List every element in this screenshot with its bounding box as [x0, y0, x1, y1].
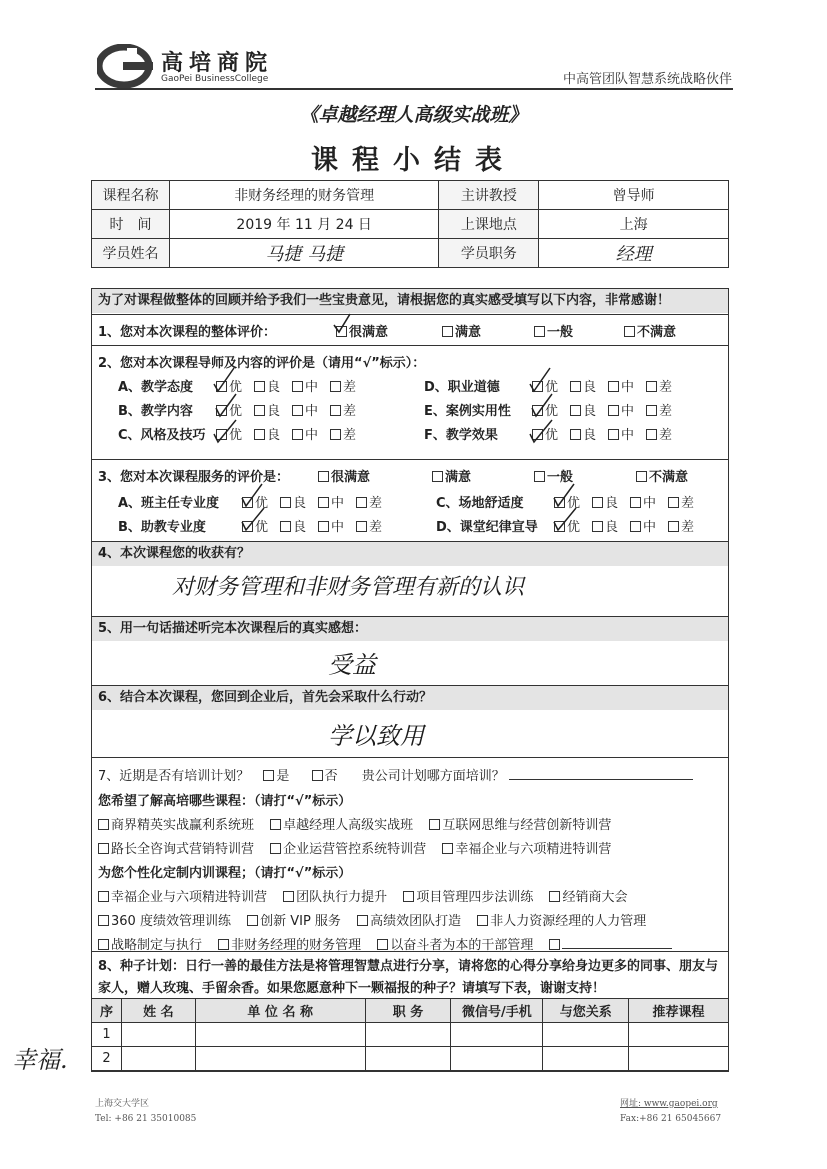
checkbox-icon[interactable]: [592, 521, 603, 532]
course-name-label: 课程名称: [92, 181, 170, 210]
checkbox-icon[interactable]: [98, 891, 109, 902]
program-title: 《卓越经理人高级实战班》: [299, 104, 528, 126]
checkmark-icon: [212, 364, 238, 446]
student-name-handwriting: 马捷 马捷: [265, 244, 344, 265]
footer-address: 上海交大学区: [95, 1099, 150, 1109]
checkbox-checked-icon[interactable]: [318, 471, 329, 482]
q7-section: [92, 757, 728, 951]
checkbox-icon[interactable]: [442, 843, 453, 854]
q7-custom-label: 为您个性化定制内训课程；（请打“√”标示）: [98, 866, 352, 881]
checkbox-icon[interactable]: [270, 843, 281, 854]
checkbox-icon[interactable]: [549, 891, 560, 902]
q4-answer-handwriting[interactable]: 对财务管理和非财务管理有新的认识: [172, 575, 525, 600]
checkbox-icon[interactable]: [624, 326, 635, 337]
time-label: 时 间: [92, 210, 170, 239]
checkbox-icon[interactable]: [630, 521, 641, 532]
form-intro: 为了对课程做整体的回顾并给予我们一些宝贵意见，请根据您的真实感受填写以下内容，非常感谢！: [92, 289, 728, 313]
checkbox-icon[interactable]: [318, 521, 329, 532]
checkbox-icon[interactable]: [377, 939, 388, 950]
q7-plan-input[interactable]: [509, 768, 693, 780]
course-name-value[interactable]: 非财务经理的财务管理: [169, 181, 439, 210]
checkbox-icon[interactable]: [534, 471, 545, 482]
q3-option-3[interactable]: 一般: [534, 466, 573, 485]
checkbox-icon[interactable]: [549, 939, 560, 950]
col-company: 单 位 名 称: [195, 999, 365, 1023]
checkbox-icon[interactable]: [608, 429, 619, 440]
margin-handwriting: 幸福.: [12, 1046, 68, 1074]
checkbox-icon[interactable]: [608, 405, 619, 416]
checkbox-icon[interactable]: [218, 939, 229, 950]
checkbox-icon[interactable]: [356, 521, 367, 532]
q3-item-d: D、课堂纪律宣导 优 良 中 差: [436, 520, 695, 535]
student-name-value[interactable]: [169, 239, 439, 268]
checkbox-icon[interactable]: [98, 939, 109, 950]
referral-table: [91, 998, 729, 1071]
q3-option-1[interactable]: 很满意: [318, 466, 370, 485]
checkbox-icon[interactable]: [247, 915, 258, 926]
checkbox-icon[interactable]: [646, 429, 657, 440]
checkbox-icon[interactable]: [646, 405, 657, 416]
q6-label: 6、结合本次课程，您回到企业后，首先会采取什么行动？: [92, 686, 728, 710]
checkbox-icon[interactable]: [292, 429, 303, 440]
checkbox-icon[interactable]: [668, 497, 679, 508]
table-row: 2: [92, 1047, 729, 1071]
q3-label: 3、您对本次课程服务的评价是：: [98, 470, 290, 485]
checkbox-icon[interactable]: [630, 497, 641, 508]
q3-option-4[interactable]: 不满意: [636, 466, 688, 485]
checkbox-icon[interactable]: [254, 429, 265, 440]
checkbox-icon[interactable]: [280, 497, 291, 508]
form-title: 课程小结表: [311, 145, 516, 176]
checkbox-icon[interactable]: [292, 405, 303, 416]
checkmark-icon: [552, 478, 578, 538]
header-slogan: 中高管团队智慧系统战略伙伴: [562, 72, 732, 87]
checkbox-icon[interactable]: [98, 819, 109, 830]
q3-item-a: A、班主任专业度 优 良 中 差: [118, 496, 383, 511]
checkmark-icon: [528, 364, 554, 446]
checkbox-icon[interactable]: [534, 326, 545, 337]
q1-option-1[interactable]: 很满意: [336, 321, 388, 340]
q6-section: [92, 685, 728, 757]
custom-options-row-1: 幸福企业与六项精进特训营 团队执行力提升 项目管理四步法训练 经销商大会: [98, 886, 639, 905]
checkbox-icon[interactable]: [442, 326, 453, 337]
checkbox-checked-icon[interactable]: [263, 770, 274, 781]
q3-section: [92, 459, 728, 537]
q2-label: 2、您对本次课程导师及内容的评价是（请用“√”标示）：: [98, 356, 426, 371]
logo-chinese-text: 高培商院: [161, 50, 274, 76]
checkbox-icon[interactable]: [477, 915, 488, 926]
footer-contact-left: [95, 1097, 196, 1127]
q2-section: [92, 345, 728, 449]
checkmark-icon: [240, 478, 266, 538]
checkbox-icon[interactable]: [356, 497, 367, 508]
col-contact: 微信号/手机: [451, 999, 543, 1023]
checkbox-icon[interactable]: [570, 429, 581, 440]
checkbox-icon[interactable]: [270, 819, 281, 830]
q5-label: 5、用一句话描述听完本次课程后的真实感想：: [92, 617, 728, 641]
teacher-label: 主讲教授: [439, 181, 539, 210]
q3-item-c: C、场地舒适度 优 良 中 差: [436, 496, 695, 511]
footer-website-link[interactable]: 网址: www.gaopei.org: [620, 1099, 718, 1109]
checkbox-icon[interactable]: [254, 381, 265, 392]
checkbox-icon[interactable]: [636, 471, 647, 482]
q2-item-d: D、职业道德 优 良 中 差: [424, 380, 673, 395]
q2-item-f: F、教学效果 优 良 中 差: [424, 428, 673, 443]
q2-item-c: C、风格及技巧 优 良 中 差: [118, 428, 357, 443]
referral-table-header: [92, 999, 729, 1023]
student-job-value[interactable]: [539, 239, 729, 268]
checkbox-icon[interactable]: [292, 381, 303, 392]
header-divider: [95, 88, 733, 90]
footer-tel: Tel: +86 21 35010085: [95, 1114, 197, 1124]
col-name: 姓 名: [121, 999, 195, 1023]
checkbox-icon[interactable]: [312, 770, 323, 781]
q5-section: [92, 616, 728, 685]
checkbox-icon[interactable]: [330, 405, 341, 416]
q2-item-b: B、教学内容 优 良 中 差: [118, 404, 357, 419]
logo-mark-icon: [97, 44, 155, 88]
custom-options-row-3: 战略制定与执行 非财务经理的财务管理 以奋斗者为本的干部管理: [98, 934, 684, 953]
place-value[interactable]: 上海: [539, 210, 729, 239]
table-row: 1: [92, 1023, 729, 1047]
checkbox-icon[interactable]: [592, 497, 603, 508]
checkbox-icon[interactable]: [432, 471, 443, 482]
checkbox-icon[interactable]: [330, 381, 341, 392]
q5-answer-handwriting[interactable]: 受益: [328, 651, 376, 679]
q3-item-b: B、助教专业度 优 良 中 差: [118, 520, 383, 535]
checkbox-icon[interactable]: [429, 819, 440, 830]
q4-section: [92, 541, 728, 616]
logo-english-text: GaoPei BusinessCollege: [161, 74, 269, 84]
checkbox-icon[interactable]: [254, 405, 265, 416]
place-label: 上课地点: [439, 210, 539, 239]
checkbox-icon[interactable]: [608, 381, 619, 392]
q1-option-4[interactable]: 不满意: [624, 321, 676, 340]
q8-text: 8、种子计划：日行一善的最佳方法是将管理智慧点进行分享，请将您的心得分享给身边更多的同事、朋友与家人，赠人玫瑰、手留余香。如果您愿意种下一颗福报的种子？请填写下表，谢谢支持！: [98, 959, 719, 996]
footer-fax: Fax:+86 21 65045667: [620, 1114, 722, 1124]
checkbox-icon[interactable]: [403, 891, 414, 902]
q1-label: 1、您对本次课程的整体评价：: [98, 325, 277, 340]
col-course: 推荐课程: [629, 999, 729, 1023]
checkbox-icon[interactable]: [98, 915, 109, 926]
checkbox-icon[interactable]: [98, 843, 109, 854]
checkbox-icon[interactable]: [646, 381, 657, 392]
footer-contact-right: [620, 1097, 721, 1127]
q4-label: 4、本次课程您的收获有？: [92, 542, 728, 566]
q1-option-3[interactable]: 一般: [534, 321, 573, 340]
course-info-table: [91, 180, 729, 268]
checkbox-icon[interactable]: [318, 497, 329, 508]
logo: [97, 44, 297, 90]
q2-item-e: E、案例实用性 优 良 中 差: [424, 404, 673, 419]
q7-plan-label: 贵公司计划哪方面培训？: [361, 769, 505, 784]
col-index: 序: [92, 999, 122, 1023]
course-options-row-2: 路长全咨询式营销特训营 企业运营管控系统特训营 幸福企业与六项精进特训营: [98, 838, 623, 857]
q7-label: 7、近期是否有培训计划？: [98, 769, 250, 784]
q1-option-2[interactable]: 满意: [442, 321, 481, 340]
checkbox-icon[interactable]: [570, 381, 581, 392]
student-name-label: 学员姓名: [92, 239, 170, 268]
q3-option-2[interactable]: 满意: [432, 466, 471, 485]
checkbox-icon[interactable]: [570, 405, 581, 416]
checkbox-icon[interactable]: [283, 891, 294, 902]
col-position: 职 务: [365, 999, 451, 1023]
checkbox-icon[interactable]: [330, 429, 341, 440]
other-course-input[interactable]: [562, 937, 672, 949]
course-options-row-1: 商界精英实战赢利系统班 卓越经理人高级实战班 互联网思维与经营创新特训营: [98, 814, 623, 833]
checkbox-icon[interactable]: [280, 521, 291, 532]
student-job-label: 学员职务: [439, 239, 539, 268]
q7-training-plan: 7、近期是否有培训计划？ 是 否 贵公司计划哪方面培训？: [98, 765, 693, 784]
q6-answer-handwriting[interactable]: 学以致用: [328, 722, 424, 750]
checkbox-icon[interactable]: [357, 915, 368, 926]
time-value[interactable]: 2019 年 11 月 24 日: [169, 210, 439, 239]
student-job-handwriting: 经理: [615, 244, 652, 265]
checkbox-icon[interactable]: [668, 521, 679, 532]
q7-courses-label: 您希望了解高培哪些课程：（请打“√”标示）: [98, 794, 352, 809]
custom-options-row-2: 360 度绩效管理训练 创新 VIP 服务 高绩效团队打造 非人力资源经理的人力管理: [98, 910, 658, 929]
q2-item-a: A、教学态度 优 良 中 差: [118, 380, 357, 395]
teacher-value[interactable]: 曾导师: [539, 181, 729, 210]
q1-section: [92, 314, 728, 344]
feedback-form: [91, 288, 729, 1072]
col-relation: 与您关系: [543, 999, 629, 1023]
checkmark-icon: [332, 313, 352, 335]
